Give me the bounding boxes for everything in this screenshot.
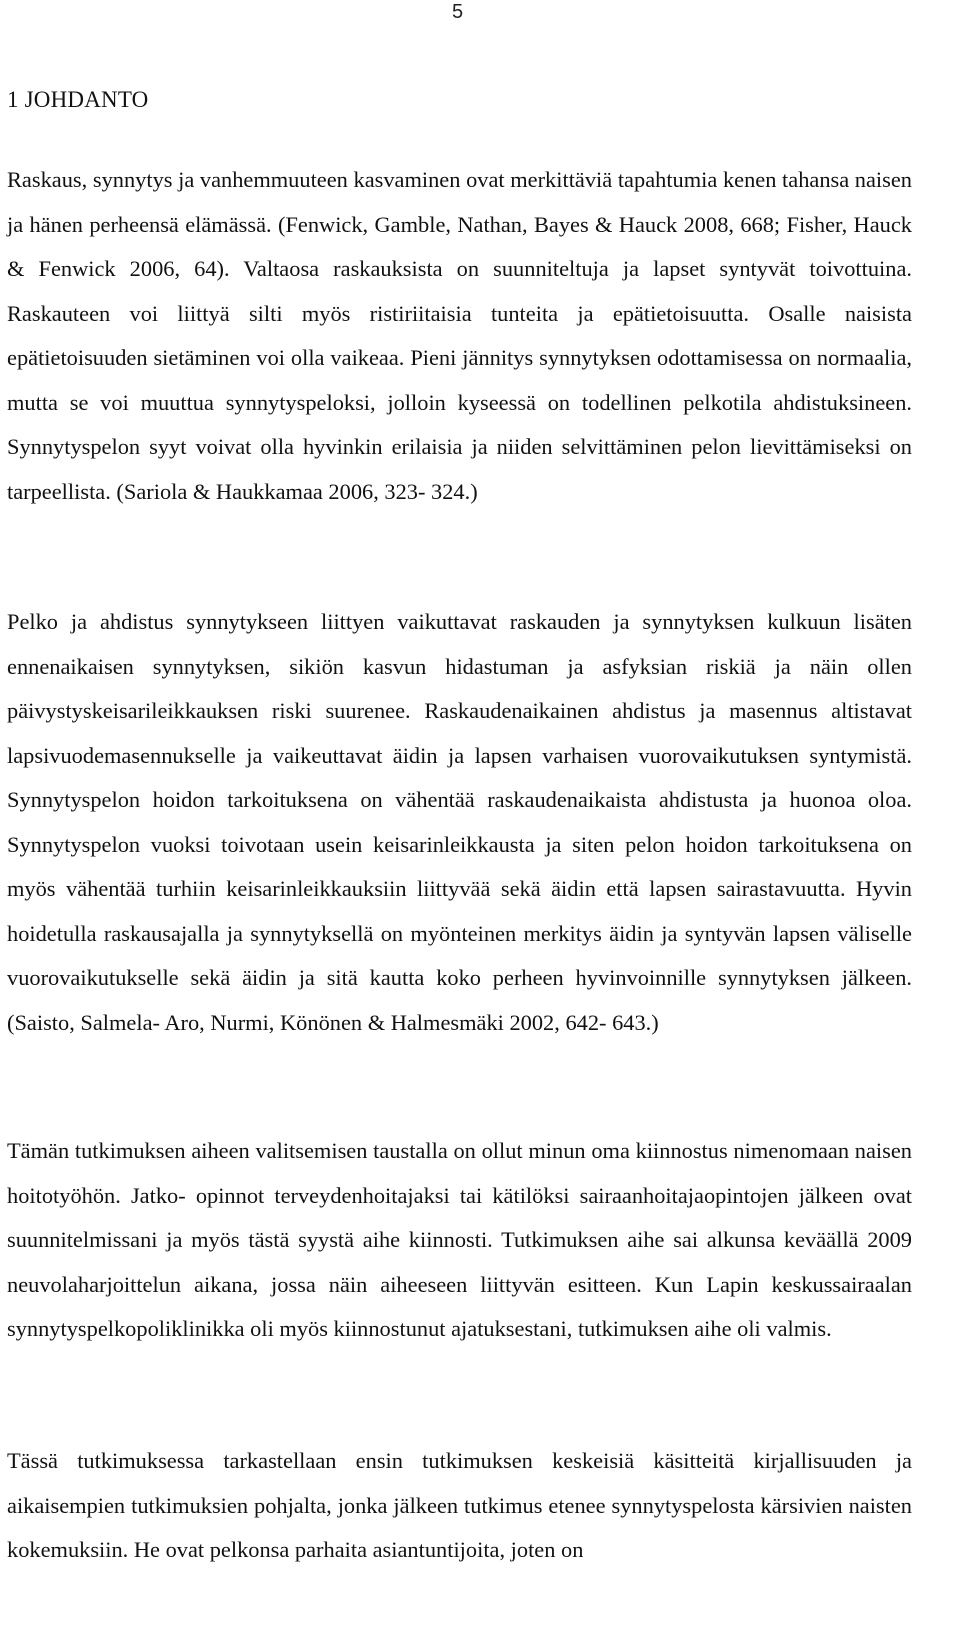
paragraph-4: Tässä tutkimuksessa tarkastellaan ensin tutkimuksen keskeisiä käsitteitä kirjallisuuden ja aikaisempien tutkimuksien pohjalta, jonka jälkeen tutkimus etenee synnytyspelosta kärsivien naisten kokemuksiin. He ovat pelkonsa parhaita asiantuntijoita, joten on bbox=[7, 1448, 912, 1562]
section-heading: 1 JOHDANTO bbox=[7, 87, 149, 112]
paragraph-1: Raskaus, synnytys ja vanhemmuuteen kasvaminen ovat merkittäviä tapahtumia kenen tahansa naisen ja hänen perheensä elämässä. (Fenwick, Gamble, Nathan, Bayes & Hauck 2008, 668; Fisher, Hauck & Fenwick 2006, 64). Valtaosa raskauksista on suunniteltuja ja lapset syntyvät toivottuina. Raskauteen voi liittyä silti myös ristiriitaisia tunteita ja epätietoisuutta. Osalle naisista epätietoisuuden sietäminen voi olla vaikeaa. Pieni jännitys synnytyksen odottamisessa on normaalia, mutta se voi muuttua synnytyspeloksi, jolloin kyseessä on todellinen pelkotila ahdistuksineen. Synnytyspelon syyt voivat olla hyvinkin erilaisia ja niiden selvittäminen pelon lievittämiseksi on tarpeellista. (Sariola & Haukkamaa 2006, 323- 324.) bbox=[7, 167, 912, 504]
paragraph-3: Tämän tutkimuksen aiheen valitsemisen taustalla on ollut minun oma kiinnostus nimenomaan naisen hoitotyöhön. Jatko- opinnot terveydenhoitajaksi tai kätilöksi sairaanhoitajaopintojen jälkeen ovat suunnitelmissani ja myös tästä syystä aihe kiinnosti. Tutkimuksen aihe sai alkunsa keväällä 2009 neuvolaharjoittelun aikana, jossa näin aiheeseen liittyvän esitteen. Kun Lapin keskussairaalan synnytyspelkopoliklinikka oli myös kiinnostunut ajatuksestani, tutkimuksen aihe oli valmis. bbox=[7, 1138, 912, 1341]
paragraph-2: Pelko ja ahdistus synnytykseen liittyen vaikuttavat raskauden ja synnytyksen kulkuun lisäten ennenaikaisen synnytyksen, sikiön kasvun hidastuman ja asfyksian riskiä ja näin ollen päivystyskeisarileikkauksen riski suurenee. Raskaudenaikainen ahdistus ja masennus altistavat lapsivuodemasennukselle ja vaikeuttavat äidin ja lapsen varhaisen vuorovaikutuksen syntymistä. Synnytyspelon hoidon tarkoituksena on vähentää raskaudenaikaista ahdistusta ja huonoa oloa. Synnytyspelon vuoksi toivotaan usein keisarinleikkausta ja siten pelon hoidon tarkoituksena on myös vähentää turhiin keisarinleikkauksiin liittyvää sekä äidin että lapsen sairastavuutta. Hyvin hoidetulla raskausajalla ja synnytyksellä on myönteinen merkitys äidin ja syntyvän lapsen väliselle vuorovaikutukselle sekä äidin ja sitä kautta koko perheen hyvinvoinnille synnytyksen jälkeen. (Saisto, Salmela- Aro, Nurmi, Könönen & Halmesmäki 2002, 642- 643.) bbox=[7, 609, 912, 1035]
page-number: 5 bbox=[452, 1, 464, 23]
